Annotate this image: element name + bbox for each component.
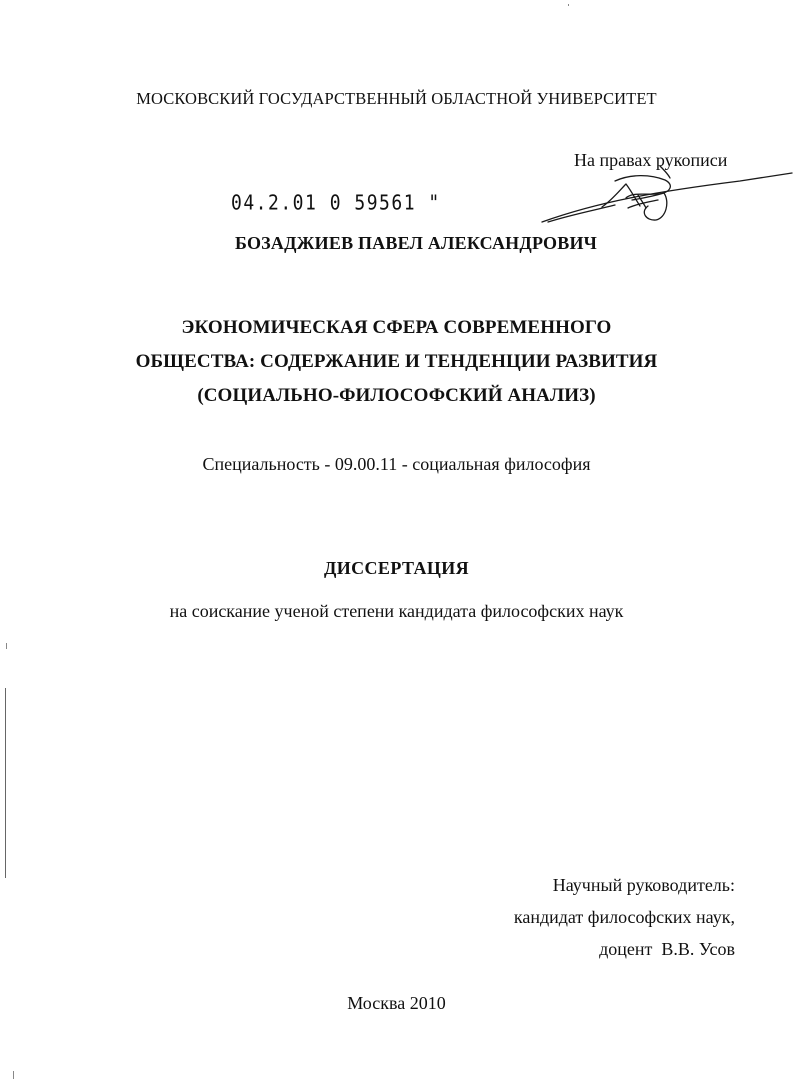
dissertation-title	[0, 311, 793, 413]
city-year: Москва 2010	[347, 993, 446, 1013]
scan-edge-mark-top	[6, 643, 7, 649]
scan-edge-line	[5, 688, 6, 878]
supervisor-degree: кандидат философских наук,	[513, 907, 735, 927]
supervisor-name: доцент В.В. Усов	[599, 939, 735, 959]
title-line-3: (СОЦИАЛЬНО-ФИЛОСОФСКИЙ АНАЛИЗ)	[197, 385, 596, 406]
document-type: ДИССЕРТАЦИЯ	[323, 558, 470, 578]
title-line-2: ОБЩЕСТВА: СОДЕРЖАНИЕ И ТЕНДЕНЦИИ РАЗВИТИЯ	[135, 351, 658, 372]
degree-line: на соискание ученой степени кандидата философских наук	[169, 601, 624, 621]
university-name: МОСКОВСКИЙ ГОСУДАРСТВЕННЫЙ ОБЛАСТНОЙ УНИВЕРСИТЕТ	[136, 89, 657, 108]
scan-edge-mark-bottom	[13, 1071, 14, 1079]
scan-speck-top	[568, 4, 569, 6]
supervisor-block	[335, 869, 735, 965]
supervisor-role: Научный руководитель:	[552, 875, 735, 895]
author-name: БОЗАДЖИЕВ ПАВЕЛ АЛЕКСАНДРОВИЧ	[235, 233, 598, 253]
specialty-line: Специальность - 09.00.11 - социальная философия	[202, 454, 591, 474]
manuscript-rights-note: На правах рукописи	[574, 150, 728, 170]
archive-stamp-number: 04.2.01 0 59561 "	[231, 191, 441, 216]
handwritten-signature	[540, 160, 793, 240]
title-line-1: ЭКОНОМИЧЕСКАЯ СФЕРА СОВРЕМЕННОГО	[181, 317, 612, 338]
